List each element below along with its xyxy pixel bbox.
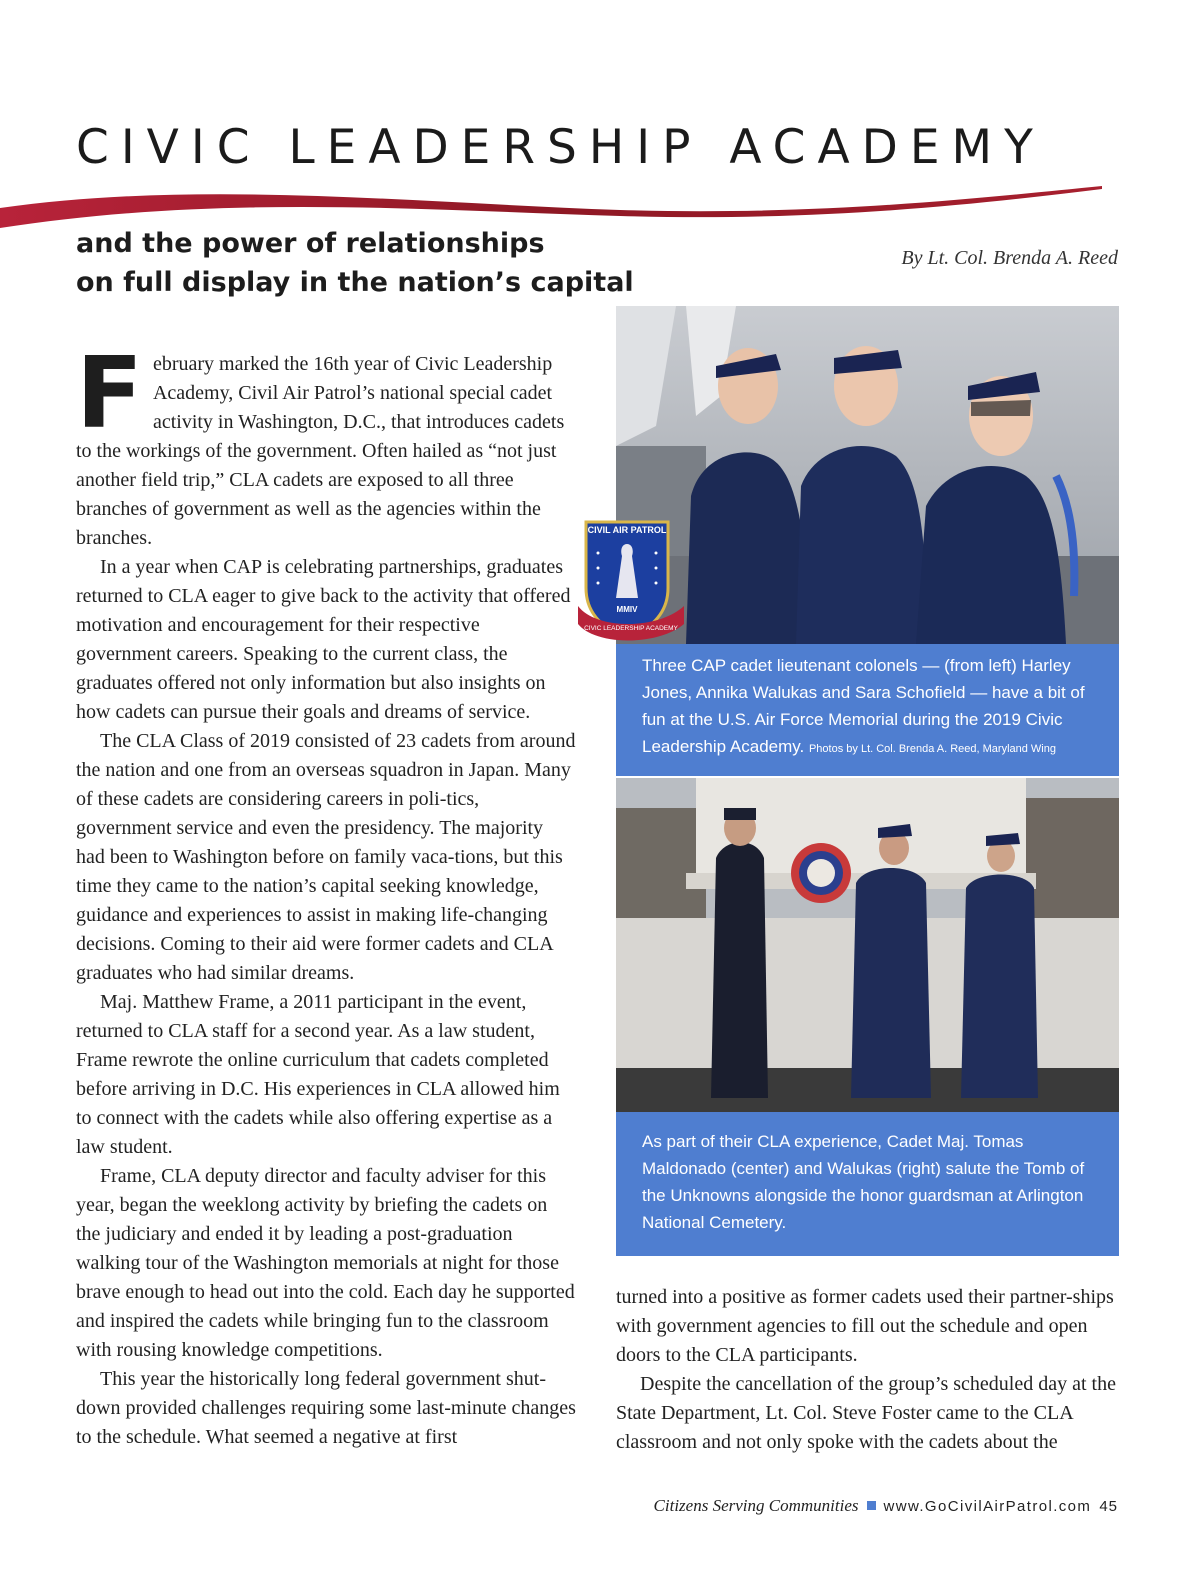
article-column-right (616, 1283, 1122, 1457)
paragraph-2: In a year when CAP is celebrating partnerships, graduates returned to CLA eager to give back to the activity that offered motivation and encouragement for their respective government careers. Speaking to the current class, the graduates offered not only information but also insights on how cadets can pursue their goals and dreams of service. (76, 556, 571, 723)
paragraph-8: Despite the cancellation of the group’s scheduled day at the State Department, Lt. Col. Steve Foster came to the CLA classroom and not only spoke with the cadets about the (616, 1373, 1116, 1453)
footer-url: www.GoCivilAirPatrol.com (883, 1498, 1092, 1515)
photo-tomb-of-the-unknowns (616, 778, 1119, 1112)
badge-bottom-text: CIVIC LEADERSHIP ACADEMY (584, 625, 678, 632)
subtitle-line-1: and the power of relationships (76, 228, 545, 259)
paragraph-1 (76, 337, 576, 553)
caption-photo-1 (616, 644, 1119, 776)
caption-photo-1-text: Three CAP cadet lieutenant colonels — (from left) Harley Jones, Annika Walukas and Sara Schofield — have a bit of fun at the U.S. Air Force Memorial during the 2019 Civic Leadership Academy. (642, 656, 1085, 756)
page-number: 45 (1099, 1498, 1118, 1515)
photo-cadets-air-force-memorial (616, 306, 1119, 644)
article-title: CIVIC LEADERSHIP ACADEMY (76, 120, 1045, 175)
paragraph-4: Maj. Matthew Frame, a 2011 participant in the event, returned to CLA staff for a second year. As a law student, Frame rewrote the online curriculum that cadets completed before arriving in D.C. His experiences in CLA allowed him to connect with the cadets while also offering expertise as a law student. (76, 991, 560, 1158)
paragraph-7: turned into a positive as former cadets used their partner-ships with government agencies to fill out the schedule and open doors to the CLA participants. (616, 1286, 1114, 1366)
drop-cap: F (76, 337, 143, 451)
badge-top-text: CIVIL AIR PATROL (587, 525, 667, 535)
badge-year: MMIV (616, 605, 638, 614)
footer-tagline: Citizens Serving Communities (653, 1496, 859, 1515)
byline: By Lt. Col. Brenda A. Reed (901, 247, 1118, 269)
paragraph-6: This year the historically long federal government shut-down provided challenges requiring some last-minute changes to the schedule. What seemed a negative at first (76, 1368, 576, 1448)
paragraph-5: Frame, CLA deputy director and faculty adviser for this year, began the weeklong activity by briefing the cadets on the judiciary and ended it by leading a post-graduation walking tour of the Washington memorials at night for those brave enough to head out into the cold. Each day he supported and inspired the cadets while bringing fun to the classroom with rousing knowledge competitions. (76, 1165, 575, 1361)
article-subtitle (76, 224, 634, 302)
subtitle-line-2: on full display in the nation’s capital (76, 267, 634, 298)
footer-square-icon (867, 1501, 876, 1510)
caption-photo-2: As part of their CLA experience, Cadet Maj. Tomas Maldonado (center) and Walukas (right) salute the Tomb of the Unknowns alongside the honor guardsman at Arlington National Cemetery. (616, 1112, 1119, 1256)
paragraph-3: The CLA Class of 2019 consisted of 23 cadets from around the nation and one from an overseas squadron in Japan. Many of these cadets are considering careers in poli-tics, government service and even the presidency. The majority had been to Washington before on family vaca-tions, but this time they came to the nation’s capital seeking knowledge, guidance and experiences to assist in making life-changing decisions. Coming to their aid were former cadets and CLA graduates who had similar dreams. (76, 730, 576, 984)
paragraph-1-text: ebruary marked the 16th year of Civic Leadership Academy, Civil Air Patrol’s national special cadet activity in Washington, D.C., that introduces cadets to the workings of the government. Often hailed as “not just another field trip,” CLA cadets are exposed to all three branches of government as well as the agencies within the branches. (76, 353, 565, 549)
page-footer (654, 1496, 1118, 1516)
article-column-left (76, 337, 576, 1452)
photo-credit: Photos by Lt. Col. Brenda A. Reed, Maryland Wing (808, 743, 1056, 755)
cla-badge-logo (576, 518, 686, 648)
